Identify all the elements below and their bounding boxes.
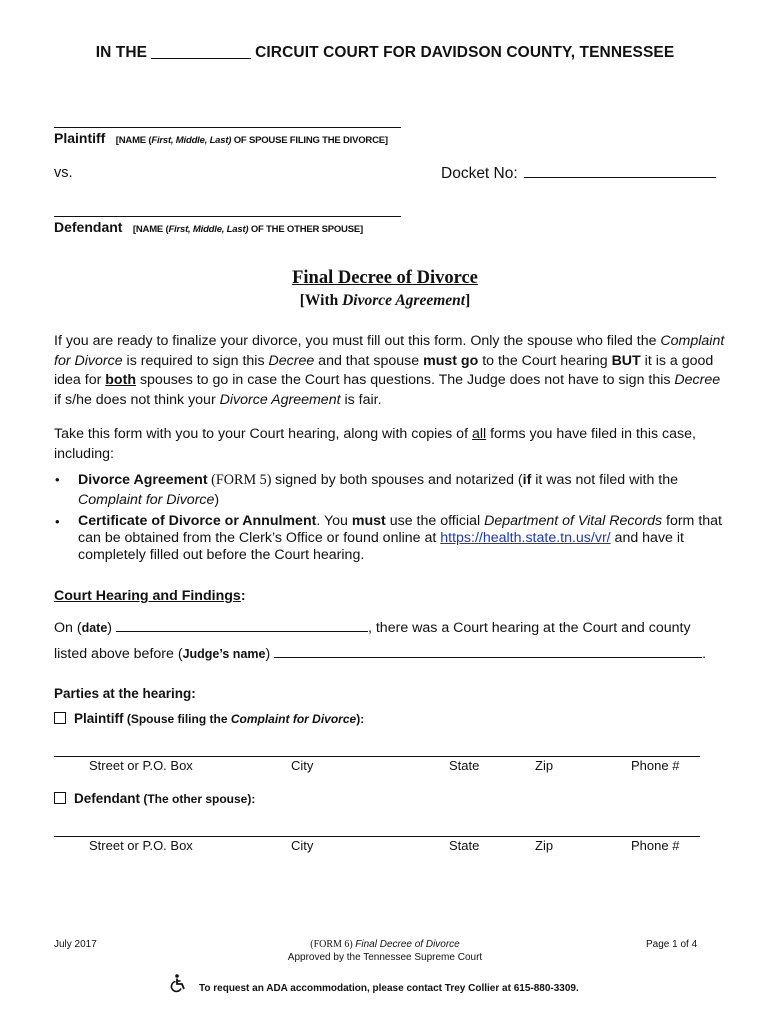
defendant-checkbox[interactable] — [54, 792, 66, 804]
address-col-zip: Zip — [535, 758, 554, 773]
bullet-dot: • — [55, 472, 60, 487]
docket-caption — [441, 163, 716, 183]
hearing-date-line: On (date) , there was a Court hearing at the Court and county — [54, 620, 691, 636]
address-col-zip: Zip — [535, 838, 554, 853]
address-col-city: City — [291, 758, 314, 773]
defendant-checkbox-row: Defendant (The other spouse): — [54, 789, 255, 810]
header-prefix: IN THE — [95, 44, 148, 61]
docket-number-field[interactable] — [524, 163, 716, 178]
plaintiff-label: Plaintiff — [54, 130, 106, 146]
parties-heading: Parties at the hearing: — [54, 686, 196, 701]
footer-date: July 2017 — [54, 939, 97, 950]
plaintiff-caption — [54, 130, 388, 148]
vital-records-link[interactable]: https://health.state.tn.us/vr/ — [440, 530, 611, 546]
wheelchair-icon — [168, 973, 188, 998]
plaintiff-address-line[interactable] — [54, 756, 700, 757]
address-col-state: State — [449, 838, 480, 853]
take-form-paragraph: Take this form with you to your Court hearing, along with copies of all forms you have filed in this case, including: — [54, 426, 696, 462]
hearing-heading: Court Hearing and Findings: — [54, 588, 246, 604]
bullet-dot: • — [55, 514, 60, 529]
header-court: CIRCUIT COURT FOR DAVIDSON COUNTY, TENNESSEE — [255, 44, 675, 61]
defendant-caption — [54, 219, 363, 237]
docket-label: Docket No: — [441, 165, 518, 182]
judge-name-line: listed above before (Judge’s name) . — [54, 646, 707, 662]
defendant-note: [NAME (First, Middle, Last) OF THE OTHER SPOUSE] — [132, 224, 363, 235]
judge-name-field[interactable] — [274, 645, 702, 658]
plaintiff-name-line[interactable] — [54, 127, 401, 128]
ada-notice: To request an ADA accommodation, please contact Trey Collier at 615-880-3309. — [199, 983, 579, 994]
footer-page-number: Page 1 of 4 — [646, 939, 698, 950]
address-col-phone: Phone # — [631, 758, 680, 773]
intro-paragraph: If you are ready to finalize your divorce, you must fill out this form. Only the spouse who filed the Complaint for Divorce is required to sign this Decree and that spouse must go to the Court hearing BUT it is a good idea for both spouses to go in case the Court has questions. The Judge does not have to sign this Decree if s/he does not think your Divorce Agreement is fair. — [54, 333, 725, 408]
document-title: Final Decree of Divorce — [292, 268, 478, 288]
address-col-state: State — [449, 758, 480, 773]
address-col-street: Street or P.O. Box — [89, 838, 193, 853]
court-header — [0, 44, 770, 62]
address-col-phone: Phone # — [631, 838, 680, 853]
vs-label: vs. — [54, 165, 73, 181]
document-subtitle: [With Divorce Agreement] — [299, 292, 471, 309]
county-blank-field[interactable] — [151, 58, 251, 59]
bullet-divorce-agreement: Divorce Agreement (FORM 5) signed by both spouses and notarized (if it was not filed with the Complaint for Divorce) — [78, 472, 679, 508]
bullet-certificate: Certificate of Divorce or Annulment. You must use the official Department of Vital Records form that can be obtained from the Clerk’s Office or found online at https://health.state.tn.us/vr/ and have it completely filled out before the Court hearing. — [78, 513, 722, 563]
defendant-label: Defendant — [54, 219, 123, 235]
address-col-street: Street or P.O. Box — [89, 758, 193, 773]
defendant-address-line[interactable] — [54, 836, 700, 837]
address-col-city: City — [291, 838, 314, 853]
plaintiff-checkbox-row: Plaintiff (Spouse filing the Complaint for Divorce): — [54, 709, 364, 730]
plaintiff-checkbox[interactable] — [54, 712, 66, 724]
hearing-date-field[interactable] — [116, 619, 368, 632]
plaintiff-note: [NAME (First, Middle, Last) OF SPOUSE FILING THE DIVORCE] — [115, 135, 388, 146]
defendant-name-line[interactable] — [54, 216, 401, 217]
footer-form-info: (FORM 6) Final Decree of Divorce Approved by the Tennessee Supreme Court — [287, 939, 483, 963]
